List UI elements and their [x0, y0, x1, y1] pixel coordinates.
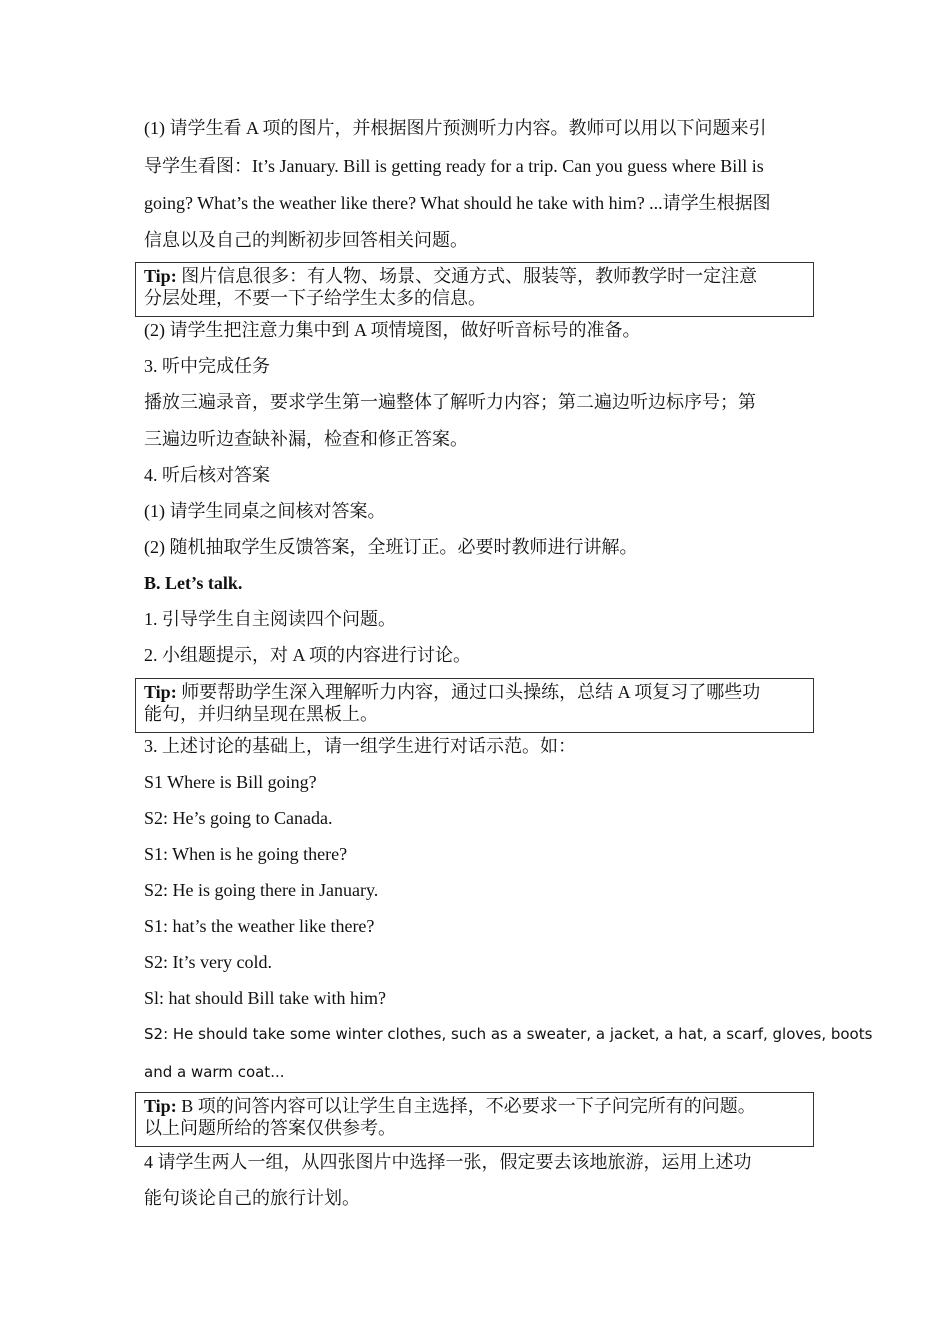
section-b-item-1: 1. 引导学生自主阅读四个问题。	[144, 609, 396, 629]
tip-box-1-line-2: 分层处理，不要一下子给学生太多的信息。	[144, 288, 486, 308]
dialogue-last-line-1: S2: He should take some winter clothes, such as a sweater, a jacket, a hat, a scarf, gloves, boots	[144, 1025, 873, 1043]
section-b-item-2: 2. 小组题提示，对 A 项的内容进行讨论。	[144, 645, 472, 665]
tip-box-1-line-1	[144, 265, 805, 287]
step2-line: (2) 请学生把注意力集中到 A 项情境图，做好听音标号的准备。	[144, 320, 641, 340]
section-b-heading: B. Let’s talk.	[144, 573, 243, 593]
step3-line-2: 三遍边听边查缺补漏，检查和修正答案。	[144, 429, 468, 449]
tip-label: Tip:	[144, 682, 177, 702]
tip-label: Tip:	[144, 266, 177, 286]
check-line-2: (2) 随机抽取学生反馈答案，全班订正。必要时教师进行讲解。	[144, 537, 638, 557]
dialogue-line-1: S1 Where is Bill going?	[144, 772, 317, 792]
tip-box-3-text-1: B 项的问答内容可以让学生自主选择，不必要求一下子问完所有的问题。	[176, 1096, 756, 1116]
step1-line-2: 导学生看图：It’s January. Bill is getting ready for a trip. Can you guess where Bill is	[144, 156, 764, 176]
tip-box-2	[135, 678, 814, 733]
step1-line-1: (1) 请学生看 A 项的图片，并根据图片预测听力内容。教师可以用以下问题来引	[144, 118, 767, 138]
section-b-item-3: 3. 上述讨论的基础上，请一组学生进行对话示范。如：	[144, 736, 576, 756]
step1-line-3: going? What’s the weather like there? What should he take with him? ...请学生根据图	[144, 193, 771, 213]
section-b-item-4-line-2: 能句谈论自己的旅行计划。	[144, 1188, 360, 1208]
tip-box-2-text-1: 师要帮助学生深入理解听力内容，通过口头操练，总结 A 项复习了哪些功	[176, 682, 761, 702]
tip-box-1	[135, 262, 814, 317]
tip-box-2-line-2: 能句，并归纳呈现在黑板上。	[144, 704, 378, 724]
heading-4: 4. 听后核对答案	[144, 465, 270, 485]
dialogue-line-3: S1: When is he going there?	[144, 844, 348, 864]
tip-box-1-text-1: 图片信息很多：有人物、场景、交通方式、服装等，教师教学时一定注意	[176, 266, 758, 286]
section-b-item-4-line-1: 4 请学生两人一组，从四张图片中选择一张，假定要去该地旅游，运用上述功	[144, 1152, 752, 1172]
tip-box-3-line-2: 以上问题所给的答案仅供参考。	[144, 1118, 396, 1138]
check-line-1: (1) 请学生同桌之间核对答案。	[144, 501, 386, 521]
step3-line-1: 播放三遍录音，要求学生第一遍整体了解听力内容；第二遍边听边标序号；第	[144, 392, 756, 412]
tip-box-2-line-1	[144, 681, 805, 703]
dialogue-line-6: S2: It’s very cold.	[144, 952, 272, 972]
tip-box-3	[135, 1092, 814, 1147]
dialogue-line-2: S2: He’s going to Canada.	[144, 808, 333, 828]
tip-label: Tip:	[144, 1096, 177, 1116]
heading-3: 3. 听中完成任务	[144, 356, 270, 376]
step1-line-4: 信息以及自己的判断初步回答相关问题。	[144, 230, 468, 250]
dialogue-line-7: Sl: hat should Bill take with him?	[144, 988, 386, 1008]
dialogue-line-5: S1: hat’s the weather like there?	[144, 916, 375, 936]
dialogue-line-4: S2: He is going there in January.	[144, 880, 379, 900]
dialogue-last-line-2: and a warm coat...	[144, 1063, 285, 1081]
tip-box-3-line-1	[144, 1095, 805, 1117]
